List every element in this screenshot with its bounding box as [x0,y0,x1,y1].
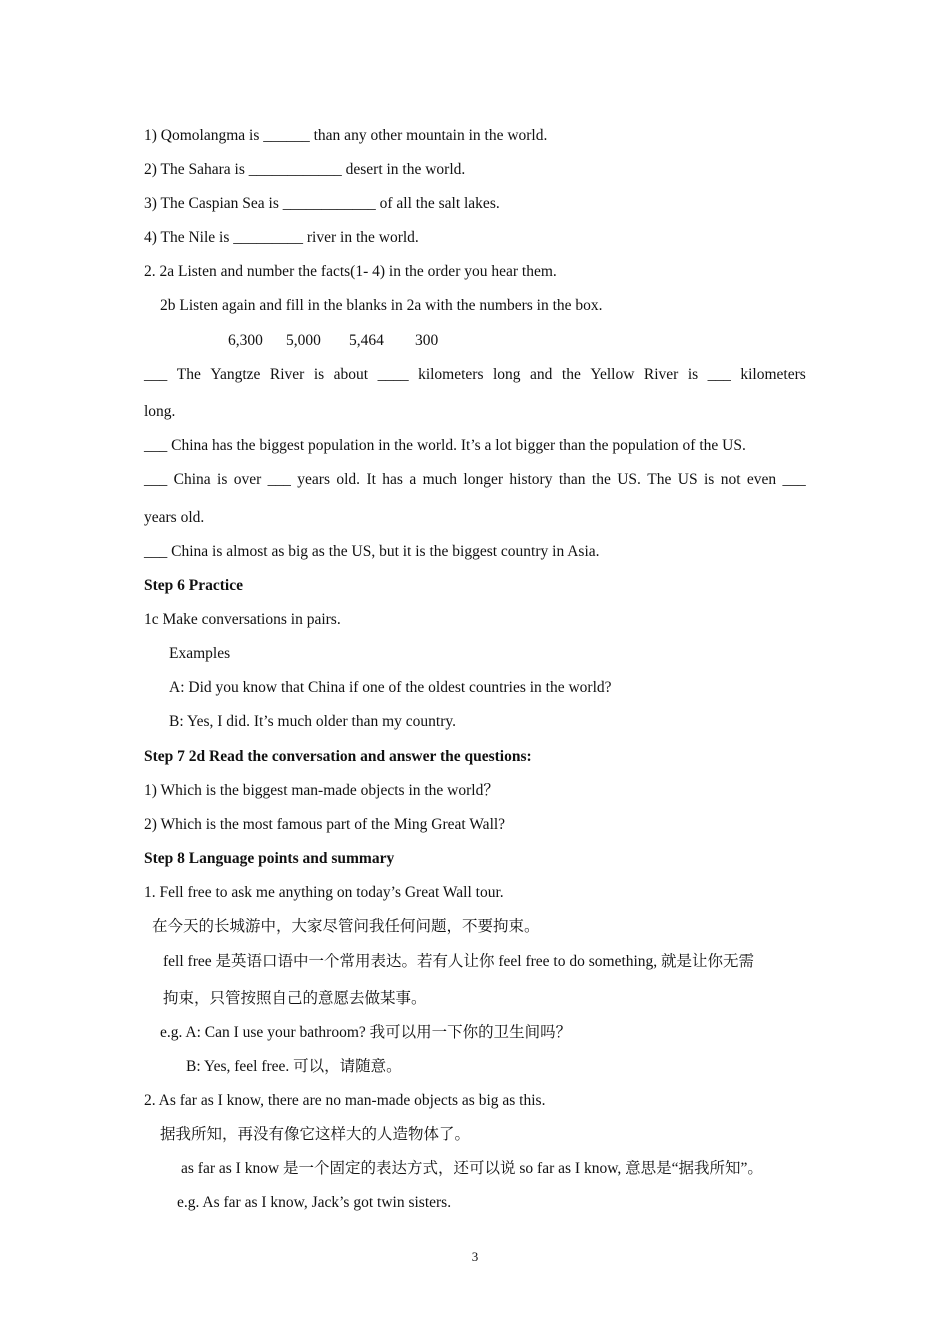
word: old. [336,471,361,488]
word: ___ [782,471,806,488]
page-number: 3 [471,1249,479,1264]
box-number: 5,464 [349,332,384,349]
word: The [647,471,672,488]
word: is [217,471,228,488]
word: kilometers [740,366,806,383]
word: and [530,366,553,383]
word: It [366,471,376,488]
fact-1-line [144,365,806,385]
step6-heading: Step 6 Practice [144,577,243,594]
word: ____ [377,366,409,383]
word: history [509,471,553,488]
point-2-example: e.g. As far as I know, Jack’s got twin sisters. [177,1194,452,1211]
word: ___ [267,471,291,488]
fact-1-end: long. [144,403,176,420]
word: longer [463,471,504,488]
point-2: 2. As far as I know, there are no man-made objects as big as this. [144,1092,546,1109]
listen-2a: 2. 2a Listen and number the facts(1- 4) in the order you hear them. [144,263,557,280]
blank-item-3: 3) The Caspian Sea is ____________ of all the salt lakes. [144,195,500,212]
word: is [313,366,325,383]
word: the [591,471,611,488]
word: is [687,366,699,383]
blank-item-2: 2) The Sahara is ____________ desert in the world. [144,161,466,178]
box-number: 300 [415,332,439,349]
point-1-note-a: fell free 是英语口语中一个常用表达。若有人让你 feel free to do something, 就是让你无需 [163,953,755,970]
word: much [422,471,458,488]
point-2-note: as far as I know 是一个固定的表达方式，还可以说 so far as I know, 意思是“据我所知”。 [181,1160,763,1177]
word: the [561,366,581,383]
word: is [703,471,715,488]
point-2-translation: 据我所知，再没有像它这样大的人造物体了。 [160,1126,471,1143]
blank-item-4: 4) The Nile is _________ river in the world. [144,229,419,246]
example-a: A: Did you know that China if one of the oldest countries in the world? [169,679,612,696]
number-box [228,331,438,351]
word: ___ [144,471,168,488]
word: ___ [707,366,731,383]
point-1: 1. Fell free to ask me anything on today’s Great Wall tour. [144,884,504,901]
point-1-example-b: B: Yes, feel free. 可以，请随意。 [186,1058,402,1075]
word: than [558,471,586,488]
word: US. [617,471,641,488]
word: over [233,471,262,488]
word: Yangtze [210,366,261,383]
word: kilometers [418,366,484,383]
point-1-note-b: 拘束，只管按照自己的意愿去做某事。 [163,990,427,1007]
word: has [382,471,403,488]
word: years [297,471,330,488]
box-number: 5,000 [286,332,321,349]
box-number: 6,300 [228,332,263,349]
step7-heading: Step 7 2d Read the conversation and answer the questions: [144,748,532,765]
step7-question-1: 1) Which is the biggest man-made objects in the world？ [144,782,499,799]
example-b: B: Yes, I did. It’s much older than my country. [169,713,457,730]
fact-3-line [144,470,806,490]
fact-2-line: ___ China has the biggest population in the world. It’s a lot bigger than the population of the US. [144,437,746,454]
word: a [409,471,417,488]
word: Yellow [590,366,635,383]
point-1-translation: 在今天的长城游中，大家尽管问我任何问题，不要拘束。 [152,918,540,935]
blank-item-1: 1) Qomolangma is ______ than any other mountain in the world. [144,127,548,144]
word: not [720,471,741,488]
word: The [176,366,201,383]
point-1-example-a: e.g. A: Can I use your bathroom? 我可以用一下你的卫生间吗？ [160,1024,572,1041]
word: even [746,471,777,488]
fact-3-end: years old. [144,509,205,526]
word: long [492,366,521,383]
word: about [333,366,369,383]
step6-task: 1c Make conversations in pairs. [144,611,341,628]
listen-2b: 2b Listen again and fill in the blanks in 2a with the numbers in the box. [160,297,603,314]
step7-question-2: 2) Which is the most famous part of the Ming Great Wall? [144,816,506,833]
word: River [269,366,305,383]
step8-heading: Step 8 Language points and summary [144,850,395,867]
word: US [677,471,698,488]
examples-label: Examples [169,645,231,662]
fact-4-line: ___ China is almost as big as the US, but it is the biggest country in Asia. [144,543,600,560]
word: River [643,366,679,383]
word: China [173,471,211,488]
word: ___ [144,366,168,383]
